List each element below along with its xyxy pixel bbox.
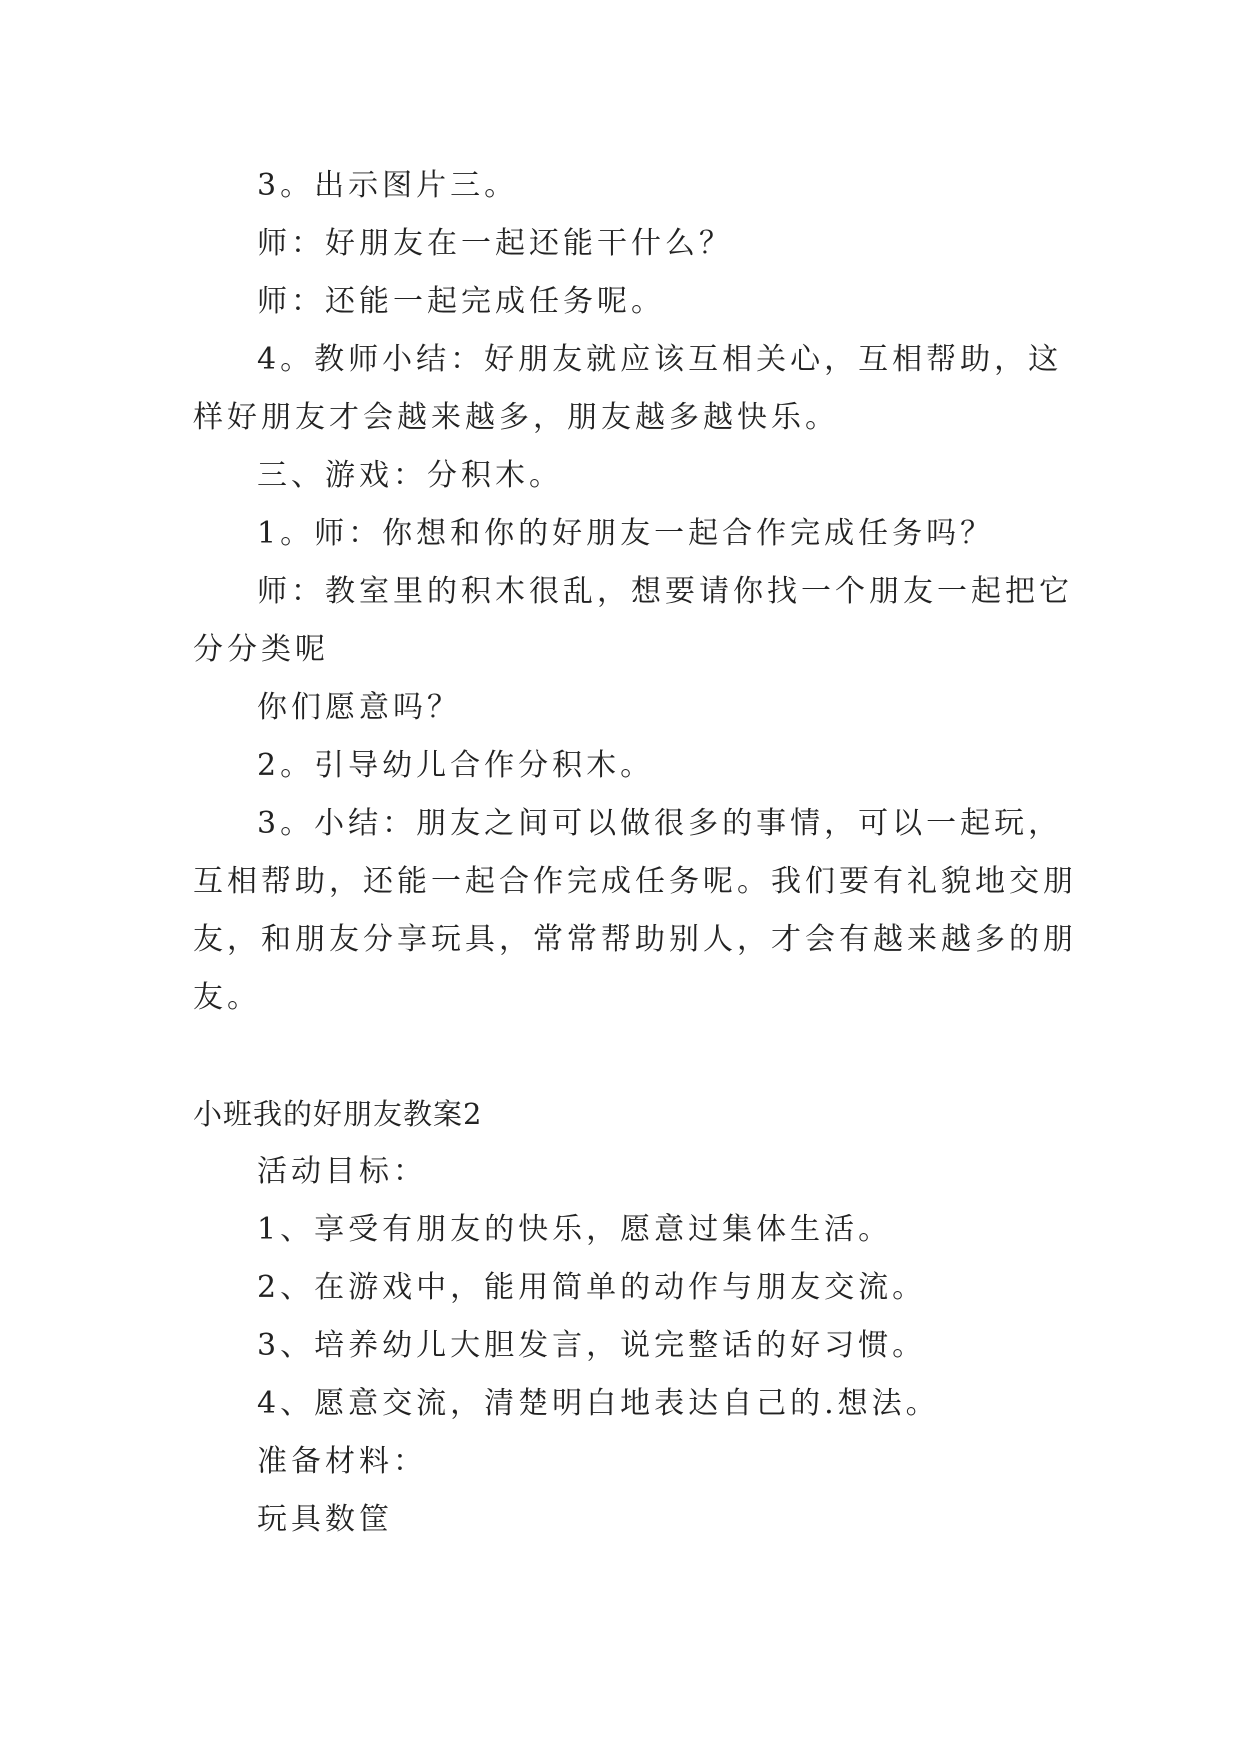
text-line: 师：教室里的积木很乱，想要请你找一个朋友一起把它: [257, 574, 1073, 609]
text-line: 互相帮助，还能一起合作完成任务呢。我们要有礼貌地交朋: [193, 864, 1077, 899]
text-line: 1。师：你想和你的好朋友一起合作完成任务吗？: [257, 516, 995, 551]
text-line: 2。引导幼儿合作分积木。: [257, 748, 655, 783]
text-line: 3、培养幼儿大胆发言，说完整话的好习惯。: [257, 1328, 927, 1363]
text-line: 分分类呢: [193, 632, 329, 667]
text-line: 活动目标：: [257, 1154, 427, 1189]
text-line: 2、在游戏中，能用简单的动作与朋友交流。: [257, 1270, 927, 1305]
text-line: 准备材料：: [257, 1444, 427, 1479]
text-line: 3。出示图片三。: [257, 168, 519, 203]
text-line: 师：还能一起完成任务呢。: [257, 284, 665, 319]
text-line: 你们愿意吗？: [257, 690, 461, 725]
text-line: 4。教师小结：好朋友就应该互相关心，互相帮助，这: [257, 342, 1063, 377]
text-line: 4、愿意交流，清楚明白地表达自己的.想法。: [257, 1386, 940, 1421]
text-line: 友，和朋友分享玩具，常常帮助别人，才会有越来越多的朋: [193, 922, 1077, 957]
text-line: 1、享受有朋友的快乐，愿意过集体生活。: [257, 1212, 893, 1247]
text-line: 三、游戏：分积木。: [257, 458, 563, 493]
text-line: 友。: [193, 980, 261, 1015]
text-line: 玩具数筐: [257, 1502, 393, 1537]
text-line: 3。小结：朋友之间可以做很多的事情，可以一起玩，: [257, 806, 1063, 841]
section-title: 小班我的好朋友教案2: [193, 1097, 483, 1131]
text-line: 样好朋友才会越来越多，朋友越多越快乐。: [193, 400, 839, 435]
text-line: 师：好朋友在一起还能干什么？: [257, 226, 733, 261]
